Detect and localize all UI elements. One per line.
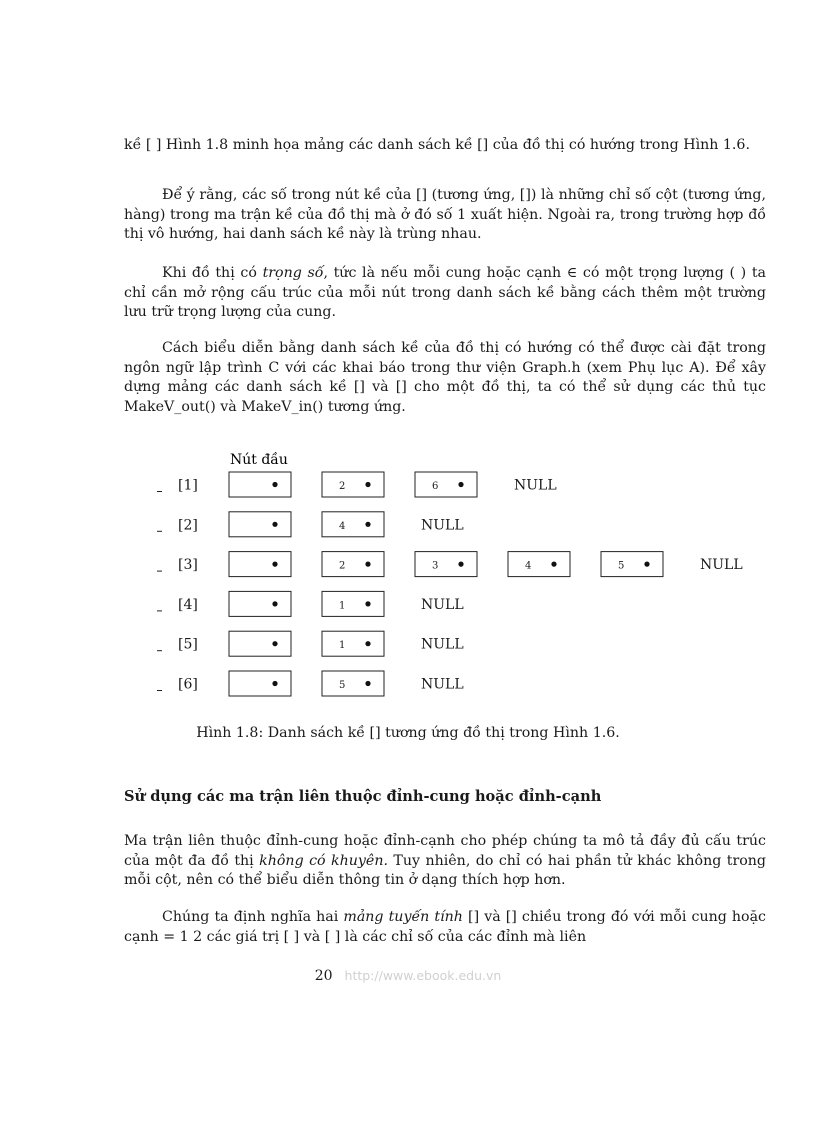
list-node-value: 6 <box>432 481 439 492</box>
row-label: [3] <box>178 557 198 574</box>
list-node-value: 2 <box>339 481 346 492</box>
null-terminator: NULL <box>421 517 464 534</box>
list-node-box <box>322 472 384 497</box>
list-node-box <box>322 512 384 537</box>
adjacency-list-figure <box>0 445 816 705</box>
pointer-dot <box>365 681 370 686</box>
row-label: [6] <box>178 676 198 693</box>
list-node-value: 5 <box>618 560 625 572</box>
pointer-dot <box>365 522 370 527</box>
list-node-value: 4 <box>339 520 346 532</box>
list-node-box <box>601 552 663 577</box>
null-terminator: NULL <box>421 636 464 653</box>
pointer-dot <box>272 482 277 487</box>
row-label: [2] <box>178 517 198 534</box>
pointer-dot <box>365 482 370 487</box>
pointer-dot <box>272 562 277 567</box>
list-node-value: 5 <box>339 680 346 691</box>
pointer-dot <box>458 562 463 567</box>
null-terminator: NULL <box>700 557 743 574</box>
paragraph-4: Cách biểu diễn bằng danh sách kề của đồ thị có hướng có thể được cài đặt trong ngôn ngữ lập trình C với các khai báo trong thư viện Graph.h (xem Phụ lục A). Để xây dựng mảng các danh sách kề [] và [] cho một đồ thị, ta có thể sử dụng các thủ tục MakeV_out() và MakeV_in() tương ứng. <box>124 340 766 415</box>
page-number: 20 <box>314 968 333 984</box>
list-node-value: 2 <box>339 560 346 572</box>
pointer-dot <box>272 522 277 527</box>
pointer-dot <box>272 641 277 646</box>
section-paragraph-2: Chúng ta định nghĩa hai mảng tuyến tính [] và [] chiều trong đó với mỗi cung hoặc cạnh = 1 2 các giá trị [ ] và [ ] là các chỉ số của các đỉnh mà liên <box>124 909 767 945</box>
list-node-value: 4 <box>525 560 532 572</box>
watermark-url: http://www.ebook.edu.vn <box>344 968 502 983</box>
row-label: [1] <box>178 477 198 494</box>
pointer-dot <box>458 482 463 487</box>
pointer-dot <box>365 601 370 606</box>
figure-caption: Hình 1.8: Danh sách kề [] tương ứng đồ thị trong Hình 1.6. <box>196 725 620 741</box>
head-node-box <box>229 631 291 656</box>
list-node-value: 1 <box>339 600 346 612</box>
paragraph-2: Để ý rằng, các số trong nút kề của [] (tương ứng, []) là những chỉ số cột (tương ứng, hàng) trong ma trận kề của đồ thị mà ở đó số 1 xuất hiện. Ngoài ra, trong trường hợp đồ thị vô hướng, hai danh sách kề này là trùng nhau. <box>124 187 766 243</box>
figure-header: Nút đầu <box>230 452 288 468</box>
pointer-dot <box>365 562 370 567</box>
null-terminator: NULL <box>421 676 464 693</box>
list-node-box <box>322 671 384 696</box>
head-node-box <box>229 591 291 616</box>
list-node-box <box>415 472 477 497</box>
head-node-box <box>229 472 291 497</box>
section-heading: Sử dụng các ma trận liên thuộc đỉnh-cung hoặc đỉnh-cạnh <box>124 788 602 805</box>
pointer-dot <box>644 562 649 567</box>
list-node-box <box>322 552 384 577</box>
list-node-value: 3 <box>432 560 439 572</box>
paragraph-3: Khi đồ thị có trọng số, tức là nếu mỗi cung hoặc cạnh ∈ có một trọng lượng ( ) ta chỉ cần mở rộng cấu trúc của mỗi nút trong danh sách kề bằng cách thêm một trường lưu trữ trọng lượng của cung. <box>124 265 766 321</box>
head-node-box <box>229 552 291 577</box>
paragraph-1: kề [ ] Hình 1.8 minh họa mảng các danh sách kề [] của đồ thị có hướng trong Hình 1.6. <box>124 137 750 153</box>
list-node-box <box>508 552 570 577</box>
head-node-box <box>229 512 291 537</box>
list-node-box <box>322 591 384 616</box>
pointer-dot <box>551 562 556 567</box>
pointer-dot <box>272 681 277 686</box>
pointer-dot <box>365 641 370 646</box>
null-terminator: NULL <box>514 477 557 494</box>
page-footer <box>0 968 816 984</box>
list-node-value: 1 <box>339 640 346 652</box>
list-node-box <box>322 631 384 656</box>
pointer-dot <box>272 601 277 606</box>
section-paragraph-1: Ma trận liên thuộc đỉnh-cung hoặc đỉnh-cạnh cho phép chúng ta mô tả đầy đủ cấu trúc của một đa đồ thị không có khuyên. Tuy nhiên, do chỉ có hai phần tử khác không trong mỗi cột, nên có thể biểu diễn thông tin ở dạng thích hợp hơn. <box>124 833 766 889</box>
list-node-box <box>415 552 477 577</box>
null-terminator: NULL <box>421 596 464 613</box>
head-node-box <box>229 671 291 696</box>
emphasis-mang-tuyen-tinh: mảng tuyến tính <box>343 909 463 925</box>
emphasis-khong-co-khuyen: không có khuyên. <box>259 852 388 869</box>
emphasis-trong-so: trọng số <box>262 265 324 281</box>
row-label: [5] <box>178 636 198 653</box>
row-label: [4] <box>178 596 198 613</box>
